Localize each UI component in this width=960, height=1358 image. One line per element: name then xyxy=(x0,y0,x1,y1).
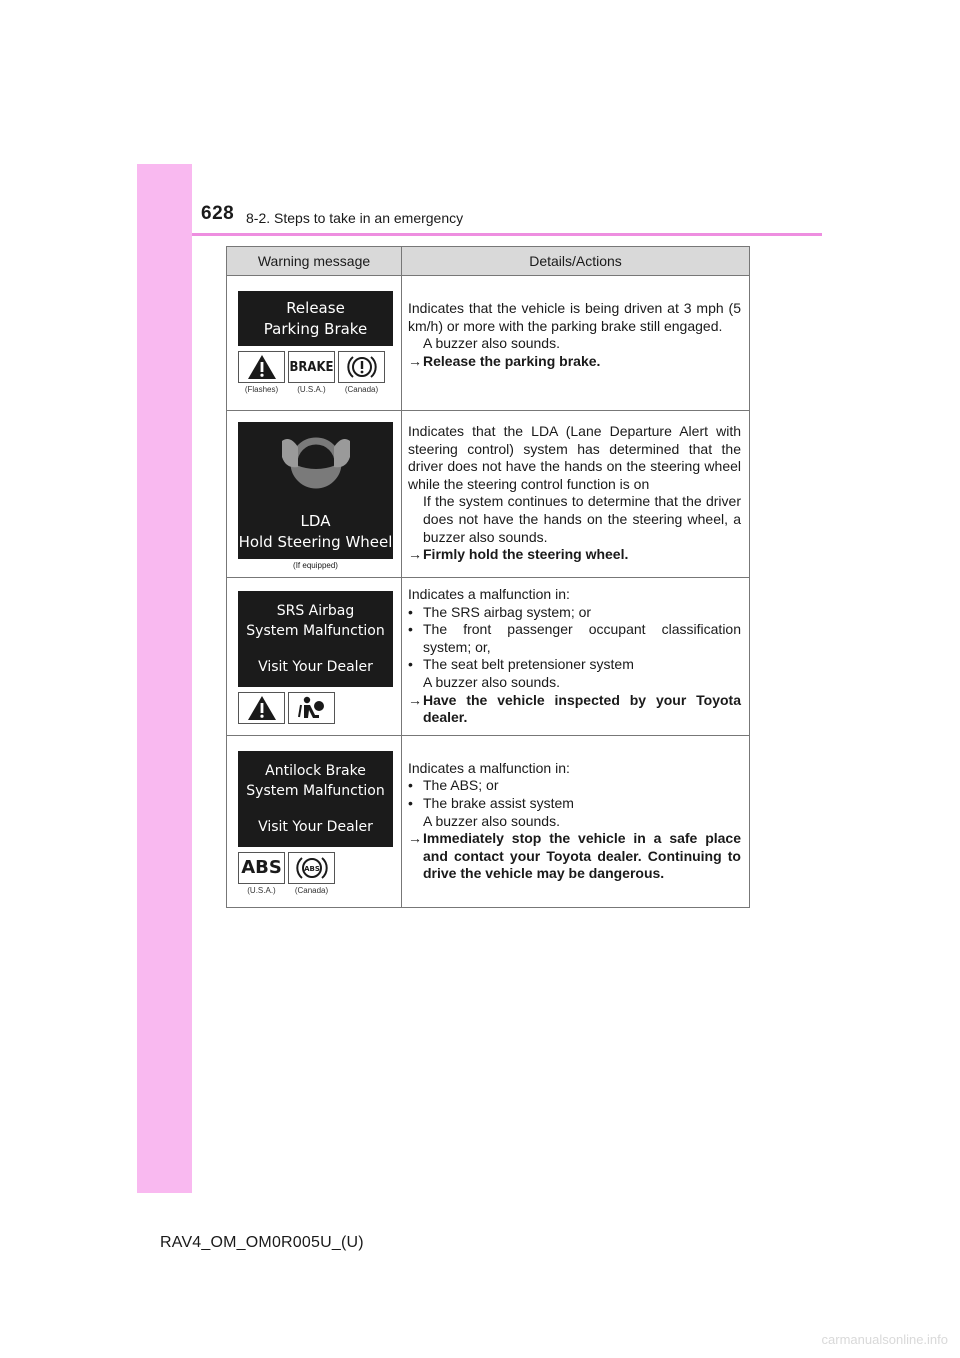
indicator-icons xyxy=(238,852,401,884)
warning-cell xyxy=(227,735,402,907)
bullet-item: • The seat belt pretensioner system xyxy=(408,656,634,673)
action-text: Have the vehicle inspected by your Toyota dealer. xyxy=(423,691,741,726)
display-line: System Malfunction xyxy=(246,623,385,639)
warning-cell xyxy=(227,276,402,411)
display-line: Release xyxy=(286,298,345,317)
icon-captions xyxy=(238,886,401,895)
header-warning-message: Warning message xyxy=(227,247,402,276)
airbag-icon xyxy=(288,692,335,724)
bullet-text: The brake assist system xyxy=(423,794,574,811)
brake-circle-icon xyxy=(338,351,385,383)
description: Indicates a malfunction in: xyxy=(408,586,570,602)
note: A buzzer also sounds. xyxy=(423,673,560,690)
caption-flashes: (Flashes) xyxy=(244,385,279,394)
header-rule xyxy=(192,233,822,236)
warning-display xyxy=(238,291,393,346)
caption-usa: (U.S.A.) xyxy=(297,385,326,394)
caption-canada: (Canada) xyxy=(294,885,329,895)
description: Indicates a malfunction in: xyxy=(408,759,570,776)
bullet-text: The ABS; or xyxy=(423,777,499,794)
bullet-item: • The brake assist system xyxy=(408,794,574,811)
caption-usa: (U.S.A.) xyxy=(247,885,276,895)
bullet-text: The seat belt pretensioner system xyxy=(423,656,634,673)
display-line: Visit Your Dealer xyxy=(258,659,373,675)
bullet-item: • The front passenger occupant classification system; or, xyxy=(408,621,741,655)
brake-label: BRAKE xyxy=(289,359,334,375)
display-line: SRS Airbag xyxy=(276,603,355,619)
footer-doc-id: RAV4_OM_OM0R005U_(U) xyxy=(160,1234,364,1251)
warning-display xyxy=(238,751,393,847)
table-row xyxy=(227,578,750,736)
table-row xyxy=(227,735,750,907)
warning-triangle-icon xyxy=(238,692,285,724)
side-tab xyxy=(137,164,192,1193)
header-details-actions: Details/Actions xyxy=(402,247,750,276)
details-cell xyxy=(402,735,750,907)
warning-table xyxy=(226,246,750,908)
indicator-icons xyxy=(238,351,401,383)
caption-if-equipped: (If equipped) xyxy=(293,561,338,570)
action: → Firmly hold the steering wheel. xyxy=(408,546,629,563)
bullet-item: • The SRS airbag system; or xyxy=(408,603,592,620)
warning-triangle-icon xyxy=(238,351,285,383)
warning-display xyxy=(238,422,393,559)
note: A buzzer also sounds. xyxy=(423,812,560,829)
abs-text-icon xyxy=(238,852,285,884)
display-line: Parking Brake xyxy=(263,319,368,338)
icon-captions xyxy=(238,385,401,394)
bullet-item: • The ABS; or xyxy=(408,777,499,794)
brake-text-icon xyxy=(288,351,335,383)
steering-wheel-icon xyxy=(238,433,393,503)
action: → Release the parking brake. xyxy=(408,352,601,369)
warning-display xyxy=(238,591,393,687)
table-row xyxy=(227,276,750,411)
section-title: 8-2. Steps to take in an emergency xyxy=(246,210,464,226)
indicator-icons xyxy=(238,692,401,724)
warning-cell xyxy=(227,578,402,736)
display-line: Antilock Brake xyxy=(265,762,366,779)
action-text: Immediately stop the vehicle in a safe place and contact your Toyota dealer. Continuing to drive the vehicle may be dangerous. xyxy=(423,830,741,882)
page-number: 628 xyxy=(201,203,235,224)
action: → Have the vehicle inspected by your Toyota dealer. xyxy=(408,691,741,726)
caption-canada: (Canada) xyxy=(344,385,379,394)
warning-cell xyxy=(227,411,402,578)
bullet-text: The SRS airbag system; or xyxy=(423,603,592,620)
display-line: Hold Steering Wheel xyxy=(238,533,393,551)
description: Indicates that the LDA (Lane Departure Alert with steering control) system has determined that the driver does not have the hands on the steering wheel while the steering control function is on xyxy=(408,423,741,492)
note: If the system continues to determine that the driver does not have the hands on the steering wheel, a buzzer also sounds. xyxy=(423,493,741,545)
display-line: Visit Your Dealer xyxy=(258,818,373,835)
display-line: System Malfunction xyxy=(246,782,385,799)
details-cell xyxy=(402,276,750,411)
abs-circle-icon xyxy=(288,852,335,884)
bullet-text: The front passenger occupant classification system; or, xyxy=(423,621,741,655)
details-cell xyxy=(402,411,750,578)
description: Indicates that the vehicle is being driven at 3 mph (5 km/h) or more with the parking brake still engaged. xyxy=(408,300,741,334)
action-text: Firmly hold the steering wheel. xyxy=(423,546,629,563)
table-row xyxy=(227,411,750,578)
abs-label: ABS xyxy=(241,857,282,879)
table-header-row xyxy=(227,247,750,276)
abs-circle-text: ABS xyxy=(303,864,320,873)
action-text: Release the parking brake. xyxy=(423,352,601,369)
action: → Immediately stop the vehicle in a safe place and contact your Toyota dealer. Continuing to drive the vehicle may be dangerous. xyxy=(408,830,741,882)
note: A buzzer also sounds. xyxy=(423,335,560,352)
details-cell xyxy=(402,578,750,736)
display-line: LDA xyxy=(300,512,331,530)
watermark: carmanualsonline.info xyxy=(821,1332,948,1347)
